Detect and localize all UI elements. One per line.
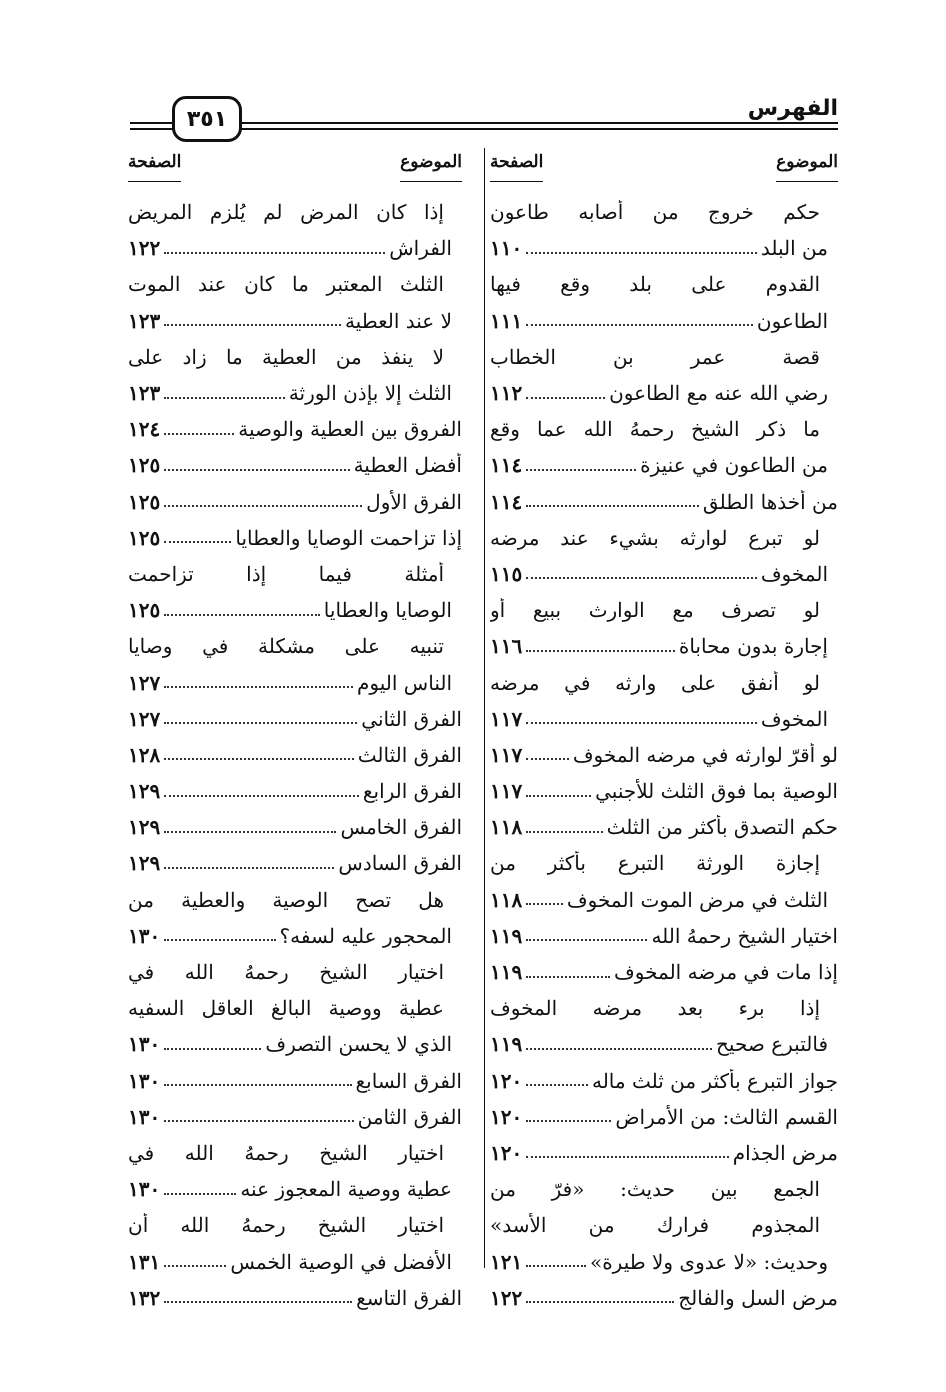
entry-topic: الفرق الأول [366, 489, 462, 514]
index-entry-row [490, 664, 838, 700]
index-entry-row [128, 918, 462, 954]
index-entry-row [490, 1280, 838, 1316]
dot-leader [526, 794, 591, 797]
entry-topic: لو تصرف مع الوارث ببيع أو [490, 598, 820, 623]
entry-page-number: ١١١ [490, 308, 523, 333]
entry-page-number: ١٣٠ [128, 1032, 161, 1057]
index-entry-row [128, 1099, 462, 1135]
dot-leader [526, 1083, 588, 1086]
entry-topic: من أخذها الطلق [702, 489, 838, 514]
index-entry-row [490, 773, 838, 809]
index-entry-row [490, 809, 838, 845]
entry-topic: لو تبرع لوارثه بشيء عند مرضه [490, 525, 820, 550]
index-entry-row [490, 484, 838, 520]
index-entry-row [490, 882, 838, 918]
index-entry-row [490, 303, 838, 339]
dot-leader [526, 323, 753, 326]
dot-leader [164, 1119, 353, 1122]
index-entry-row [490, 737, 838, 773]
entry-page-number: ١١٧ [490, 779, 523, 804]
index-entry-row [490, 447, 838, 483]
entry-topic: لا عند العطية [344, 308, 452, 333]
entry-topic: القدوم على بلد وقع فيها [490, 272, 820, 297]
entry-topic: إذا كان المرض لم يُلزم المريض [128, 200, 444, 225]
entry-page-number: ١١٩ [490, 923, 523, 948]
index-entry-row [128, 375, 462, 411]
entry-topic: الفرق الثامن [357, 1104, 462, 1129]
entry-page-number: ١٢٣ [128, 308, 161, 333]
index-entry-row [128, 1026, 462, 1062]
index-entries [128, 194, 462, 1316]
entry-page-number: ١٢٩ [128, 815, 161, 840]
entry-topic: إجازة الورثة التبرع بأكثر من [490, 851, 820, 876]
entry-page-number: ١٢٥ [128, 525, 161, 550]
index-entry-row [490, 954, 838, 990]
entry-topic: الفروق بين العطية والوصية [238, 417, 462, 442]
index-entry-row [128, 194, 462, 230]
entry-topic: إذا مات في مرضه المخوف [614, 960, 838, 985]
dot-leader [526, 1047, 712, 1050]
index-entry-row [128, 592, 462, 628]
entry-topic: جواز التبرع بأكثر من ثلث ماله [591, 1068, 838, 1093]
entry-topic: إجارة بدون محاباة [678, 634, 828, 659]
entry-topic: الفرق الثالث [357, 742, 462, 767]
entry-topic: الفرق التاسع [356, 1285, 462, 1310]
entry-topic: الثلث في مرض الموت المخوف [566, 887, 828, 912]
entry-topic: فالتبرع صحيح [716, 1032, 828, 1057]
entry-topic: المجذوم فرارك من الأسد» [490, 1213, 820, 1238]
index-entry-row [128, 628, 462, 664]
entry-topic: حكم التصدق بأكثر من الثلث [606, 815, 838, 840]
dot-leader [164, 613, 320, 616]
entry-page-number: ١١٧ [490, 742, 523, 767]
index-entry-row [490, 1171, 838, 1207]
index-entry-row [490, 845, 838, 881]
dot-leader [526, 1300, 674, 1303]
entry-topic: إذا برء بعد مرضه المخوف [490, 996, 820, 1021]
entry-topic: وحديث: «لا عدوى ولا طيرة» [589, 1249, 828, 1274]
index-entry-row [490, 701, 838, 737]
page-header: الصفحة [128, 150, 181, 182]
index-entry-row [128, 845, 462, 881]
entry-topic: عطية ووصية المعجوز عنه [240, 1177, 452, 1202]
index-entry-row [128, 1207, 462, 1243]
entry-topic: لا ينفذ من العطية ما زاد على [128, 344, 444, 369]
entry-topic: اختيار الشيخ رحمهُ الله أن [128, 1213, 444, 1238]
entry-page-number: ١٣١ [128, 1249, 161, 1274]
entry-page-number: ١١٩ [490, 1032, 523, 1057]
entry-topic: عطية ووصية البالغ العاقل السفيه [128, 996, 444, 1021]
entry-topic: تنبيه على مشكلة في وصايا [128, 634, 444, 659]
dot-leader [164, 468, 349, 471]
dot-leader [526, 396, 605, 399]
index-entry-row [490, 339, 838, 375]
entry-topic: الوصايا والعطايا [323, 598, 452, 623]
entry-topic: من البلد [760, 236, 828, 261]
dot-leader [526, 504, 699, 507]
index-entry-row [128, 664, 462, 700]
entry-page-number: ١٢٥ [128, 453, 161, 478]
index-entry-row [490, 1207, 838, 1243]
header-rule [236, 128, 838, 130]
header-rule [130, 128, 174, 130]
entry-topic: الجمع بين حديث: «فرّ من [490, 1177, 820, 1202]
index-entry-row [128, 882, 462, 918]
entry-topic: اختيار الشيخ رحمهُ الله في [128, 960, 444, 985]
index-entry-row [128, 230, 462, 266]
dot-leader [526, 830, 602, 833]
index-entries [490, 194, 838, 1316]
entry-topic: حكم خروج من أصابه طاعون [490, 200, 820, 225]
dot-leader [164, 1300, 352, 1303]
entry-topic: قصة عمر بن الخطاب [490, 344, 820, 369]
dot-leader [164, 721, 357, 724]
index-entry-row [128, 484, 462, 520]
entry-page-number: ١٢٩ [128, 851, 161, 876]
entry-topic: الناس اليوم [357, 670, 452, 695]
entry-topic: أفضل العطية [353, 453, 462, 478]
index-entry-row [128, 773, 462, 809]
entry-topic: الفرق الرابع [362, 779, 462, 804]
dot-leader [164, 396, 285, 399]
entry-page-number: ١٢٨ [128, 742, 161, 767]
dot-leader [164, 685, 353, 688]
index-entry-row [128, 1171, 462, 1207]
entry-topic: من الطاعون في عنيزة [640, 453, 828, 478]
entry-topic: الفراش [389, 236, 452, 261]
dot-leader [526, 1119, 611, 1122]
index-entry-row [128, 1280, 462, 1316]
entry-page-number: ١٣٠ [128, 1068, 161, 1093]
dot-leader [164, 938, 275, 941]
dot-leader [526, 1264, 586, 1267]
index-entry-row [128, 1063, 462, 1099]
entry-page-number: ١١٨ [490, 815, 523, 840]
entry-page-number: ١٣٠ [128, 923, 161, 948]
header-rule [130, 122, 174, 124]
entry-page-number: ١١٥ [490, 561, 523, 586]
entry-topic: اختيار الشيخ رحمهُ الله في [128, 1140, 444, 1165]
index-entry-row [490, 1243, 838, 1279]
dot-leader [526, 721, 757, 724]
entry-topic: لو أقرّ لوارثه في مرضه المخوف [572, 742, 838, 767]
entry-page-number: ١٢٣ [128, 381, 161, 406]
index-entry-row [490, 375, 838, 411]
topic-header: الموضوع [400, 150, 462, 182]
topic-header: الموضوع [776, 150, 838, 182]
entry-topic: المخوف [760, 706, 828, 731]
index-entry-row [128, 954, 462, 990]
dot-leader [526, 649, 675, 652]
index-entry-row [490, 520, 838, 556]
index-entry-row [128, 701, 462, 737]
index-entry-row [490, 1026, 838, 1062]
entry-topic: الوصية بما فوق الثلث للأجنبي [595, 779, 838, 804]
index-entry-row [490, 556, 838, 592]
dot-leader [164, 830, 336, 833]
entry-topic: إذا تزاحمت الوصايا والعطايا [235, 525, 462, 550]
entry-page-number: ١٢٢ [128, 236, 161, 261]
dot-leader [164, 1047, 261, 1050]
entry-page-number: ١١٧ [490, 706, 523, 731]
entry-page-number: ١١٩ [490, 960, 523, 985]
entry-page-number: ١٢٠ [490, 1068, 523, 1093]
entry-topic: ما ذكر الشيخ رحمهُ الله عما وقع [490, 417, 820, 442]
index-entry-row [128, 339, 462, 375]
index-column-right [490, 150, 838, 1316]
entry-page-number: ١٢٧ [128, 670, 161, 695]
index-entry-row [128, 990, 462, 1026]
running-title: الفهرس [747, 96, 838, 121]
entry-topic: الفرق السابع [355, 1068, 462, 1093]
page-header [120, 92, 838, 142]
entry-topic: اختيار الشيخ رحمهُ الله [651, 923, 838, 948]
entry-page-number: ١١٦ [490, 634, 523, 659]
dot-leader [526, 576, 757, 579]
dot-leader [164, 432, 234, 435]
entry-page-number: ١٢٠ [490, 1140, 523, 1165]
entry-page-number: ١٢٧ [128, 706, 161, 731]
dot-leader [164, 540, 231, 543]
index-entry-row [128, 411, 462, 447]
entry-page-number: ١١٤ [490, 453, 523, 478]
entry-topic: مرض السل والفالج [678, 1285, 838, 1310]
index-entry-row [490, 918, 838, 954]
column-header [128, 150, 462, 182]
entry-topic: لو أنفق على وارثه في مرضه [490, 670, 820, 695]
entry-page-number: ١٢٥ [128, 489, 161, 514]
entry-page-number: ١٣٢ [128, 1285, 161, 1310]
dot-leader [164, 251, 385, 254]
dot-leader [164, 1083, 351, 1086]
index-entry-row [128, 556, 462, 592]
entry-topic: الطاعون [756, 308, 828, 333]
index-column-left [128, 150, 462, 1316]
index-entry-row [490, 592, 838, 628]
entry-page-number: ١٣٠ [128, 1104, 161, 1129]
entry-page-number: ١١٢ [490, 381, 523, 406]
index-entry-row [128, 266, 462, 302]
page-header: الصفحة [490, 150, 543, 182]
entry-topic: مرض الجذام [732, 1140, 838, 1165]
dot-leader [526, 938, 647, 941]
index-entry-row [490, 990, 838, 1026]
entry-page-number: ١١٤ [490, 489, 523, 514]
index-entry-row [128, 303, 462, 339]
index-entry-row [490, 194, 838, 230]
entry-topic: الثلث المعتبر ما كان عند الموت [128, 272, 444, 297]
entry-topic: رضي الله عنه مع الطاعون [609, 381, 828, 406]
entry-page-number: ١٢٤ [128, 417, 161, 442]
entry-topic: الفرق الخامس [340, 815, 462, 840]
index-entry-row [490, 1135, 838, 1171]
index-entry-row [128, 447, 462, 483]
index-entry-row [490, 1099, 838, 1135]
entry-page-number: ١١٠ [490, 236, 523, 261]
dot-leader [164, 1192, 236, 1195]
index-entry-row [128, 737, 462, 773]
entry-topic: الثلث إلا بإذن الورثة [288, 381, 452, 406]
index-entry-row [490, 628, 838, 664]
dot-leader [164, 1264, 226, 1267]
index-entry-row [128, 520, 462, 556]
index-entry-row [128, 1135, 462, 1171]
index-entry-row [490, 1063, 838, 1099]
index-entry-row [490, 411, 838, 447]
index-entry-row [128, 809, 462, 845]
dot-leader [526, 975, 610, 978]
entry-topic: المحجور عليه لسفه؟ [279, 923, 452, 948]
dot-leader [526, 468, 636, 471]
dot-leader [526, 1155, 728, 1158]
entry-page-number: ١١٨ [490, 887, 523, 912]
entry-page-number: ١٢٠ [490, 1104, 523, 1129]
dot-leader [526, 902, 563, 905]
entry-page-number: ١٣٠ [128, 1177, 161, 1202]
header-rule [236, 122, 838, 124]
entry-topic: الفرق الثاني [361, 706, 462, 731]
entry-topic: الفرق السادس [338, 851, 462, 876]
dot-leader [164, 323, 341, 326]
entry-topic: أمثلة فيما إذا تزاحمت [128, 561, 444, 586]
entry-topic: الأفضل في الوصية الخمس [230, 1249, 452, 1274]
dot-leader [164, 504, 362, 507]
entry-page-number: ١٢٢ [490, 1285, 523, 1310]
dot-leader [164, 866, 334, 869]
index-entry-row [490, 230, 838, 266]
entry-page-number: ١٢٥ [128, 598, 161, 623]
entry-topic: القسم الثالث: من الأمراض [615, 1104, 838, 1129]
entry-topic: المخوف [760, 561, 828, 586]
entry-topic: هل تصح الوصية والعطية من [128, 887, 444, 912]
entry-page-number: ١٢١ [490, 1249, 523, 1274]
page-number: ٣٥١ [172, 96, 242, 142]
dot-leader [526, 757, 569, 760]
index-entry-row [128, 1243, 462, 1279]
column-divider [484, 148, 485, 1268]
dot-leader [164, 757, 354, 760]
entry-page-number: ١٢٩ [128, 779, 161, 804]
column-header [490, 150, 838, 182]
dot-leader [526, 251, 757, 254]
dot-leader [164, 794, 359, 797]
index-entry-row [490, 266, 838, 302]
entry-topic: الذي لا يحسن التصرف [265, 1032, 452, 1057]
